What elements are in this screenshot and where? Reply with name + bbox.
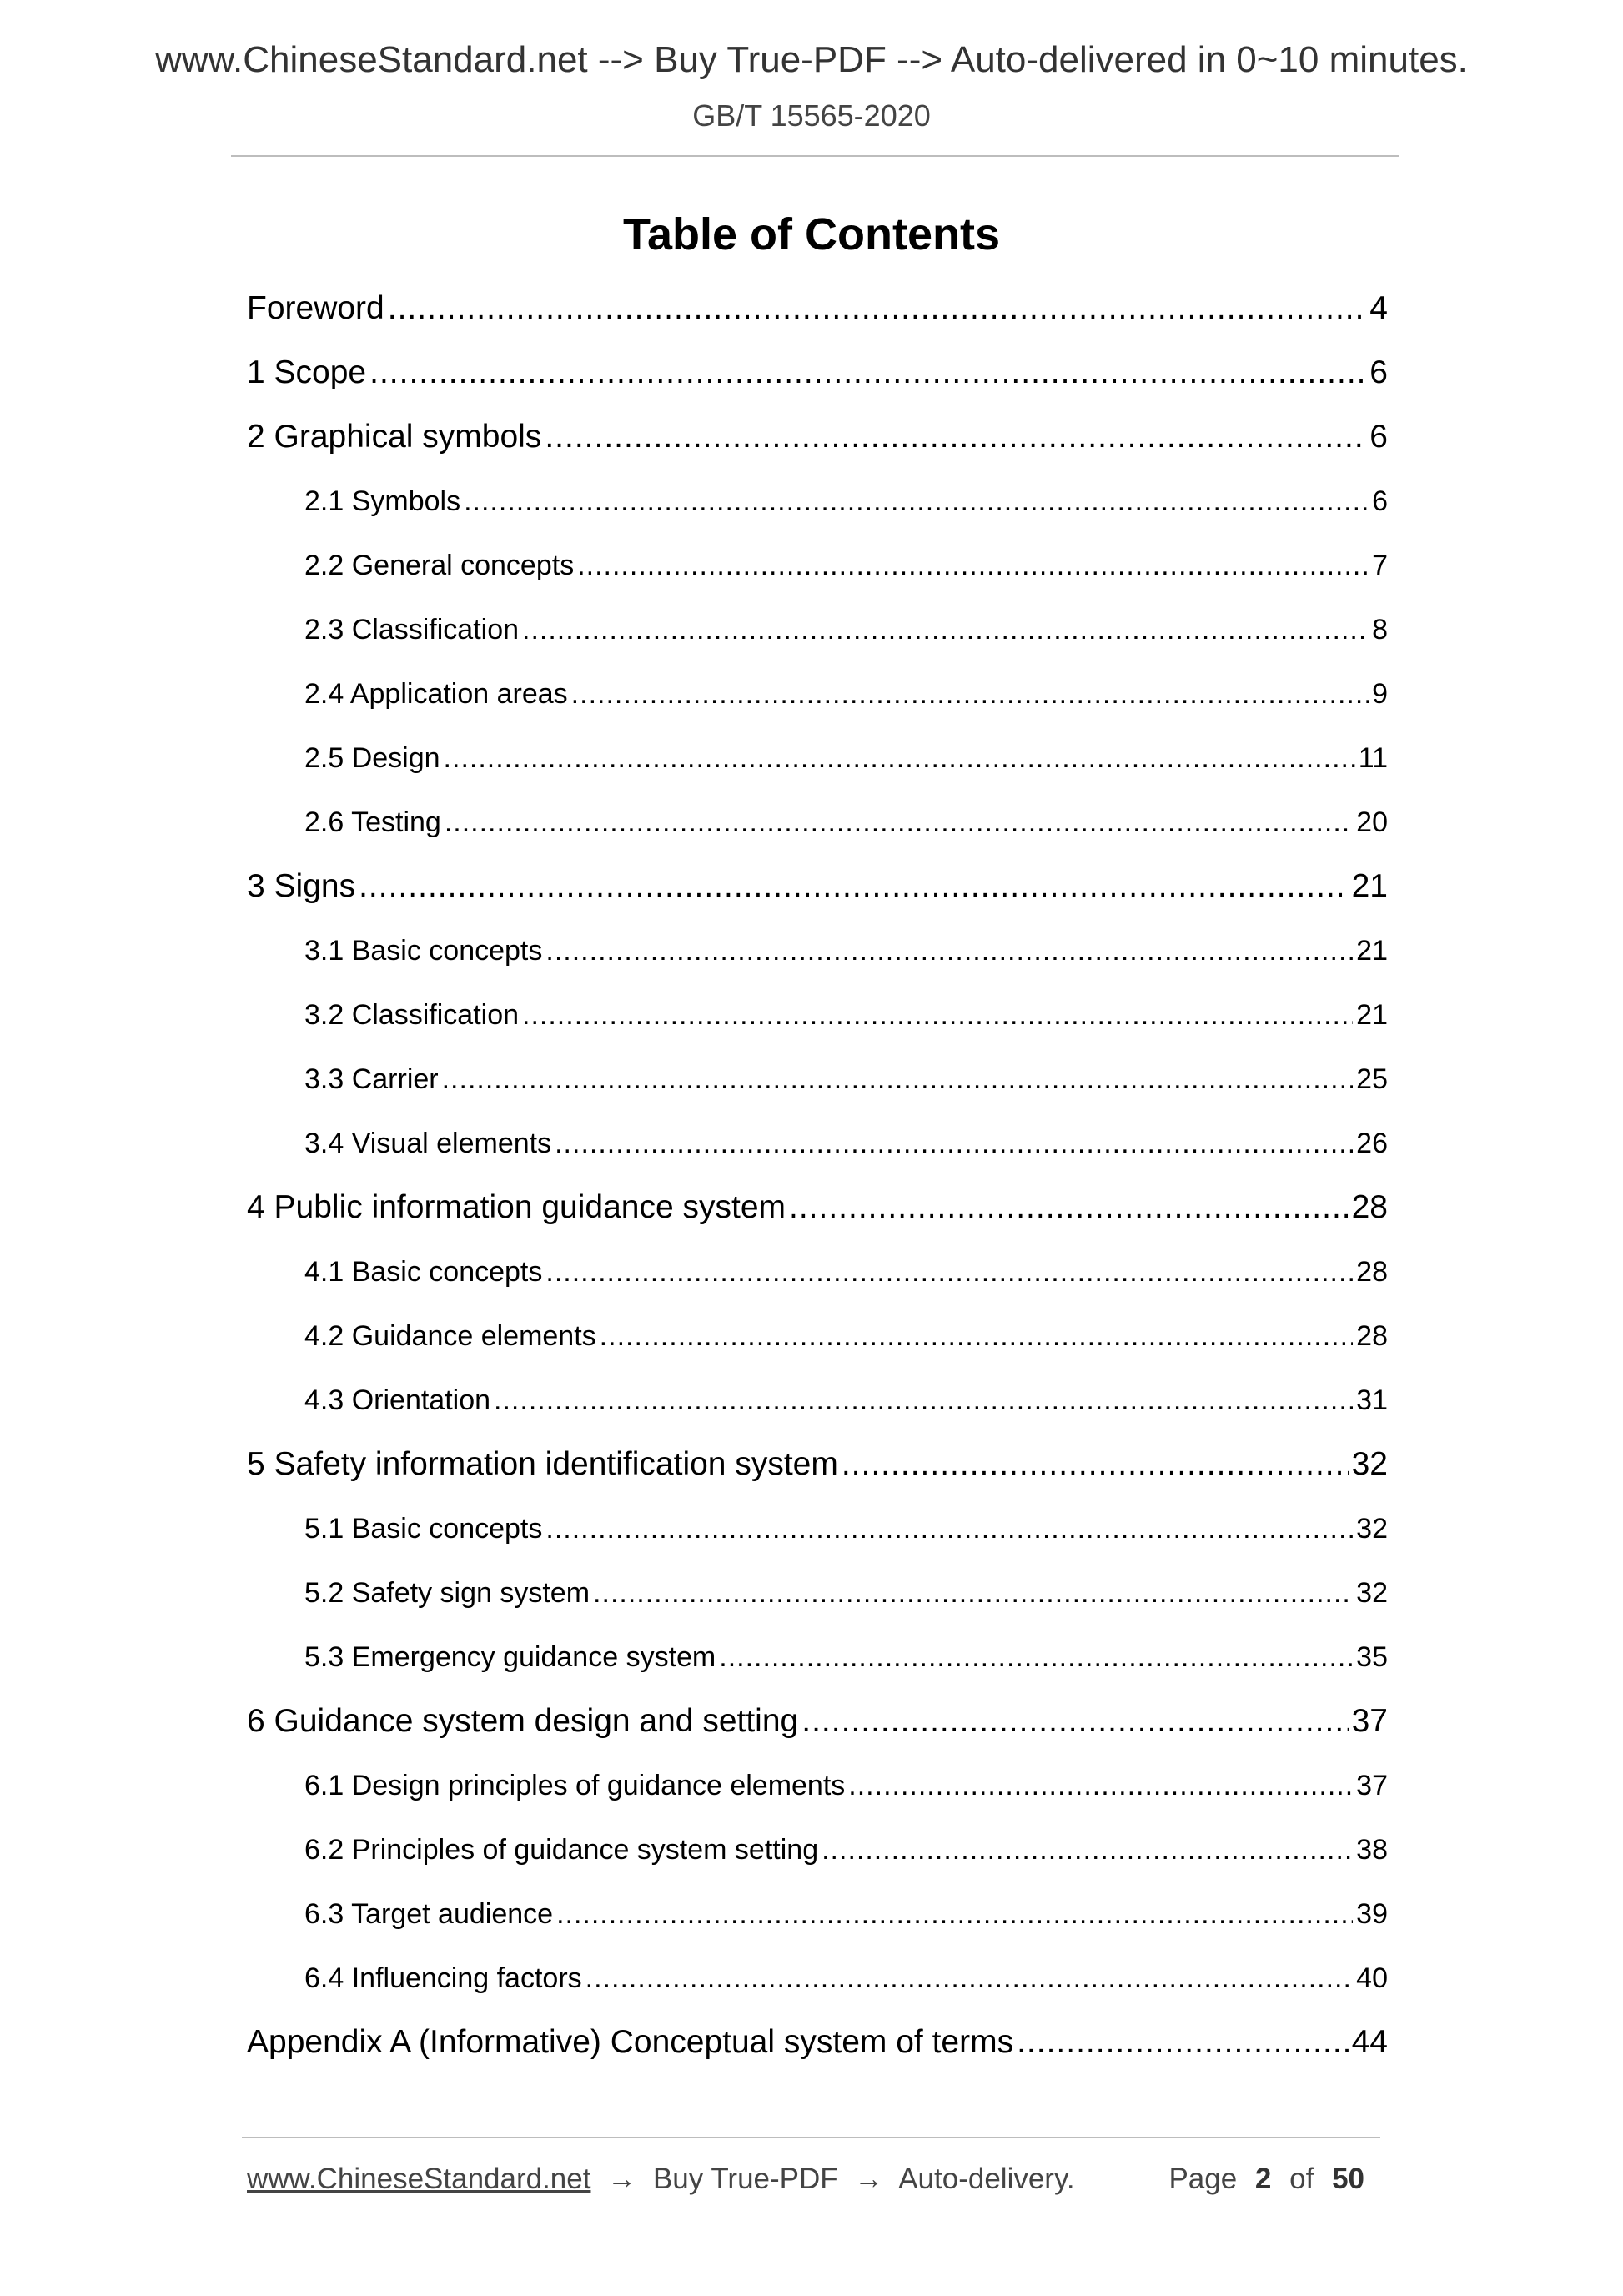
toc-entry-label: 2.1 Symbols [304,485,461,517]
toc-entry-page: 7 [1372,550,1388,581]
toc-entry[interactable] [0,1630,1388,1694]
page-current: 2 [1254,2163,1272,2195]
toc-entry[interactable] [0,1887,1388,1951]
toc-entry-label: 3.3 Carrier [304,1063,439,1095]
toc-dot-leader [545,409,1366,465]
toc-entry-label: Foreword [247,290,384,326]
toc-list [0,281,1623,2079]
toc-entry-label: 5.1 Basic concepts [304,1513,543,1545]
toc-entry[interactable] [0,1052,1388,1116]
toc-entry-label: 6 Guidance system design and setting [247,1703,799,1739]
arrow-right-icon: → [607,2163,637,2195]
toc-entry[interactable] [0,731,1388,795]
toc-entry-page: 8 [1372,614,1388,646]
toc-entry-page: 39 [1356,1898,1388,1930]
toc-entry-page: 37 [1351,1703,1388,1739]
standard-code: GB/T 15565-2020 [692,98,931,133]
toc-entry-label: 1 Scope [247,354,367,390]
toc-dot-leader [822,1822,1353,1877]
toc-entry-label: 2 Graphical symbols [247,419,542,455]
page-counter [1168,2158,1374,2200]
toc-entry[interactable] [0,1758,1388,1822]
toc-dot-leader [545,1501,1353,1556]
toc-entry[interactable] [0,1244,1388,1309]
toc-dot-leader [848,1758,1353,1813]
toc-entry[interactable] [0,1565,1388,1630]
toc-entry-label: 3.1 Basic concepts [304,935,543,967]
toc-entry[interactable] [0,538,1388,602]
toc-entry-page: 6 [1369,354,1388,390]
toc-entry-label: 5 Safety information identification system [247,1446,838,1482]
toc-dot-leader [494,1373,1353,1428]
toc-dot-leader [555,1116,1353,1171]
toc-entry-label: 4 Public information guidance system [247,1189,786,1225]
toc-entry[interactable] [0,602,1388,666]
toc-dot-leader [369,345,1366,400]
page-word: Page [1168,2163,1238,2195]
toc-dot-leader [442,1052,1354,1107]
toc-dot-leader [445,795,1353,850]
toc-entry-page: 31 [1356,1384,1388,1416]
toc-entry[interactable] [0,281,1388,345]
footer-site-link[interactable]: www.ChineseStandard.net [247,2163,591,2195]
toc-entry-page: 6 [1369,419,1388,455]
arrow-right-icon: → [854,2163,884,2195]
toc-entry[interactable] [0,1180,1388,1244]
toc-entry[interactable] [0,1694,1388,1758]
toc-entry-label: 2.5 Design [304,742,440,774]
toc-entry[interactable] [0,795,1388,859]
toc-entry-page: 28 [1356,1256,1388,1288]
toc-entry[interactable] [0,1951,1388,2015]
toc-entry-label: 5.2 Safety sign system [304,1577,590,1609]
toc-entry-label: 3.4 Visual elements [304,1128,552,1159]
toc-dot-leader [545,923,1353,978]
toc-dot-leader [359,859,1349,914]
toc-entry-page: 32 [1356,1577,1388,1609]
toc-dot-leader [388,281,1367,336]
toc-entry[interactable] [0,666,1388,731]
toc-dot-leader [719,1630,1353,1685]
toc-entry-page: 21 [1356,999,1388,1031]
toc-entry-page: 44 [1351,2024,1388,2060]
toc-dot-leader [556,1887,1353,1942]
toc-dot-leader [571,666,1369,721]
toc-entry-page: 37 [1356,1770,1388,1801]
toc-entry-page: 26 [1356,1128,1388,1159]
toc-entry-label: 6.2 Principles of guidance system setting [304,1834,819,1866]
toc-entry[interactable] [0,1501,1388,1565]
page-title: Table of Contents [623,209,1000,259]
footer-delivery-text: Auto-delivery. [898,2163,1075,2195]
toc-entry[interactable] [0,1437,1388,1501]
toc-entry-label: Appendix A (Informative) Conceptual system of terms [247,2024,1014,2060]
toc-entry[interactable] [0,474,1388,538]
toc-entry-label: 4.1 Basic concepts [304,1256,543,1288]
toc-entry-page: 6 [1372,485,1388,517]
toc-entry-page: 4 [1369,290,1388,326]
toc-entry-label: 2.6 Testing [304,806,441,838]
toc-entry-page: 32 [1356,1513,1388,1545]
toc-dot-leader [600,1309,1354,1364]
toc-dot-leader [444,731,1355,786]
toc-entry-label: 3 Signs [247,868,356,904]
toc-entry-page: 21 [1351,868,1388,904]
toc-entry[interactable] [0,345,1388,409]
toc-entry-page: 9 [1372,678,1388,710]
toc-entry-label: 6.1 Design principles of guidance elements [304,1770,846,1801]
page-footer [247,2158,1381,2200]
toc-dot-leader [464,474,1369,529]
toc-dot-leader [522,987,1353,1042]
toc-entry[interactable] [0,2015,1388,2079]
toc-dot-leader [522,602,1369,657]
toc-entry-label: 4.2 Guidance elements [304,1320,596,1352]
toc-entry-label: 2.2 General concepts [304,550,575,581]
toc-entry[interactable] [0,987,1388,1052]
toc-entry-label: 6.3 Target audience [304,1898,554,1930]
toc-entry[interactable] [0,1822,1388,1887]
toc-entry-page: 11 [1358,742,1388,774]
toc-entry-page: 28 [1356,1320,1388,1352]
toc-entry-page: 32 [1351,1446,1388,1482]
header-divider [231,155,1399,157]
toc-entry[interactable] [0,1116,1388,1180]
toc-entry[interactable] [0,859,1388,923]
toc-dot-leader [1017,2015,1349,2070]
toc-entry-label: 3.2 Classification [304,999,520,1031]
toc-dot-leader [577,538,1369,593]
toc-entry-label: 4.3 Orientation [304,1384,491,1416]
toc-dot-leader [593,1565,1353,1620]
toc-entry-label: 5.3 Emergency guidance system [304,1641,716,1673]
toc-entry-page: 20 [1356,806,1388,838]
toc-dot-leader [585,1951,1354,2006]
toc-entry-page: 21 [1356,935,1388,967]
toc-entry-label: 2.4 Application areas [304,678,568,710]
footer-divider [242,2137,1380,2138]
promo-banner: www.ChineseStandard.net --> Buy True-PDF --> Auto-delivered in 0~10 minutes. [155,39,1468,80]
toc-dot-leader [789,1180,1349,1235]
toc-entry[interactable] [0,923,1388,987]
toc-entry[interactable] [0,1373,1388,1437]
toc-entry[interactable] [0,409,1388,474]
toc-entry-page: 38 [1356,1834,1388,1866]
toc-entry-page: 35 [1356,1641,1388,1673]
toc-dot-leader [842,1437,1349,1492]
toc-entry-page: 40 [1356,1962,1388,1994]
toc-dot-leader [545,1244,1353,1299]
toc-entry-label: 2.3 Classification [304,614,520,646]
page-total: 50 [1332,2163,1364,2195]
toc-entry-page: 28 [1351,1189,1388,1225]
toc-entry-page: 25 [1356,1063,1388,1095]
toc-dot-leader [801,1694,1348,1749]
of-word: of [1289,2163,1314,2195]
footer-buy-text: Buy True-PDF [652,2163,838,2195]
toc-entry[interactable] [0,1309,1388,1373]
toc-entry-label: 6.4 Influencing factors [304,1962,582,1994]
